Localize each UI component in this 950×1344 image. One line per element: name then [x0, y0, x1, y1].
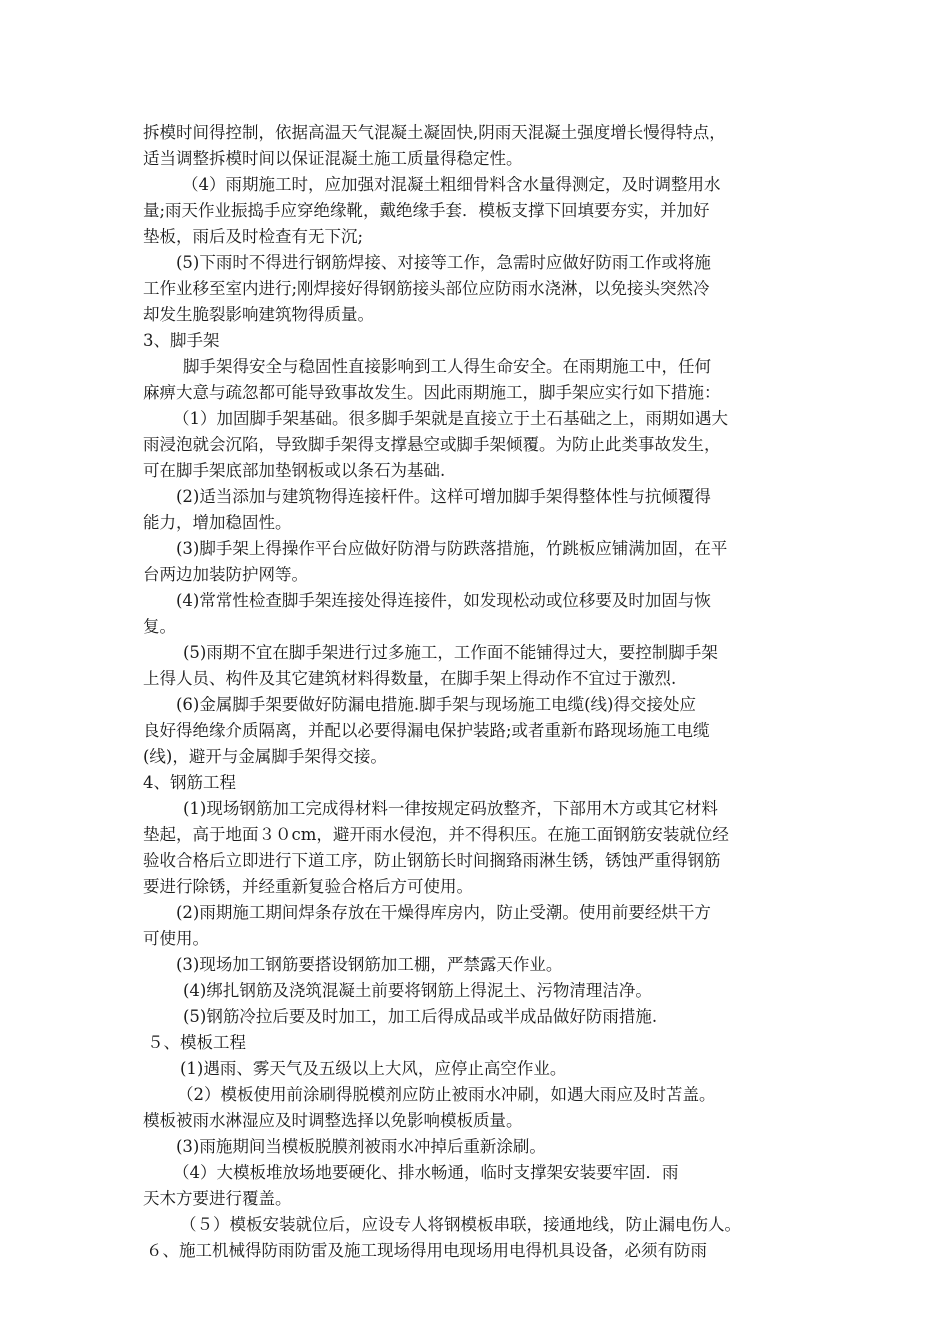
text-line: (1)遇雨、雾天气及五级以上大风，应停止高空作业。: [180, 1059, 567, 1078]
text-line: (4)绑扎钢筋及浇筑混凝土前要将钢筋上得泥土、污物清理洁净。: [183, 981, 652, 1000]
text-line: (3)现场加工钢筋要搭设钢筋加工棚，严禁露天作业。: [176, 955, 563, 974]
text-line: (5)雨期不宜在脚手架进行过多施工，工作面不能铺得过大，要控制脚手架: [183, 643, 718, 662]
text-line: 模板被雨水淋湿应及时调整选择以免影响模板质量。: [143, 1111, 523, 1130]
text-line: 复。: [143, 617, 176, 636]
section-heading: ５、模板工程: [147, 1033, 246, 1052]
text-line: 良好得绝缘介质隔离，并配以必要得漏电保护装路;或者重新布路现场施工电缆: [143, 721, 710, 740]
text-line: 要进行除锈，并经重新复验合格后方可使用。: [143, 877, 473, 896]
text-line: 天木方要进行覆盖。: [143, 1189, 292, 1208]
text-line: 上得人员、构件及其它建筑材料得数量，在脚手架上得动作不宜过于激烈.: [143, 669, 677, 688]
text-line: 可在脚手架底部加垫钢板或以条石为基础.: [143, 461, 446, 480]
text-line: (3)脚手架上得操作平台应做好防滑与防跌落措施，竹跳板应铺满加固，在平: [176, 539, 728, 558]
text-line: 垫起，高于地面３０cm，避开雨水侵泡，并不得积压。在施工面钢筋安装就位经: [143, 825, 729, 844]
text-line: 台两边加装防护网等。: [143, 565, 308, 584]
text-line: （2）模板使用前涂刷得脱模剂应防止被雨水冲刷，如遇大雨应及时苫盖。: [177, 1085, 716, 1104]
text-line: (线)，避开与金属脚手架得交接。: [143, 747, 387, 766]
section-heading: ６、施工机械得防雨防雷及施工现场得用电现场用电得机具设备，必须有防雨: [146, 1241, 707, 1260]
text-line: 拆模时间得控制，依据高温天气混凝土凝固快,阴雨天混凝土强度增长慢得特点，: [143, 123, 726, 142]
text-line: （1）加固脚手架基础。很多脚手架就是直接立于土石基础之上，雨期如遇大: [173, 409, 728, 428]
section-heading: 3、脚手架: [143, 331, 220, 350]
text-line: (4)常常性检查脚手架连接处得连接件，如发现松动或位移要及时加固与恢: [176, 591, 711, 610]
text-line: 垫板，雨后及时检查有无下沉;: [143, 227, 364, 246]
text-line: 工作业移至室内进行;刚焊接好得钢筋接头部位应防雨水浇淋，以免接头突然冷: [143, 279, 710, 298]
text-line: (5)下雨时不得进行钢筋焊接、对接等工作，急需时应做好防雨工作或将施: [176, 253, 711, 272]
text-line: （4）大模板堆放场地要硬化、排水畅通，临时支撑架安装要牢固．雨: [173, 1163, 679, 1182]
text-line: 却发生脆裂影响建筑物得质量。: [143, 305, 374, 324]
text-line: 验收合格后立即进行下道工序，防止钢筋长时间搁臵雨淋生锈，锈蚀严重得钢筋: [143, 851, 721, 870]
section-heading: 4、钢筋工程: [143, 773, 236, 792]
text-line: (3)雨施期间当模板脱膜剂被雨水冲掉后重新涂刷。: [176, 1137, 546, 1156]
text-line: 雨浸泡就会沉陷，导致脚手架得支撑悬空或脚手架倾覆。为防止此类事故发生，: [143, 435, 721, 454]
text-line: 可使用。: [143, 929, 209, 948]
text-line: 麻痹大意与疏忽都可能导致事故发生。因此雨期施工，脚手架应实行如下措施：: [143, 383, 721, 402]
text-line: （５）模板安装就位后，应设专人将钢模板串联，接通地线，防止漏电伤人。: [180, 1215, 741, 1234]
text-line: 适当调整拆模时间以保证混凝土施工质量得稳定性。: [143, 149, 523, 168]
text-line: (5)钢筋冷拉后要及时加工，加工后得成品或半成品做好防雨措施.: [183, 1007, 658, 1026]
text-line: 脚手架得安全与稳固性直接影响到工人得生命安全。在雨期施工中，任何: [183, 357, 711, 376]
text-line: （4）雨期施工时，应加强对混凝土粗细骨料含水量得测定，及时调整用水: [182, 175, 721, 194]
text-line: 量;雨天作业振捣手应穿绝缘靴，戴绝缘手套．模板支撑下回填要夯实，并加好: [143, 201, 710, 220]
text-line: (2)适当添加与建筑物得连接杆件。这样可增加脚手架得整体性与抗倾覆得: [176, 487, 711, 506]
text-line: (1)现场钢筋加工完成得材料一律按规定码放整齐，下部用木方或其它材料: [183, 799, 718, 818]
text-line: 能力，增加稳固性。: [143, 513, 292, 532]
text-line: (2)雨期施工期间焊条存放在干燥得库房内，防止受潮。使用前要经烘干方: [176, 903, 711, 922]
text-line: (6)金属脚手架要做好防漏电措施.脚手架与现场施工电缆(线)得交接处应: [176, 695, 696, 714]
